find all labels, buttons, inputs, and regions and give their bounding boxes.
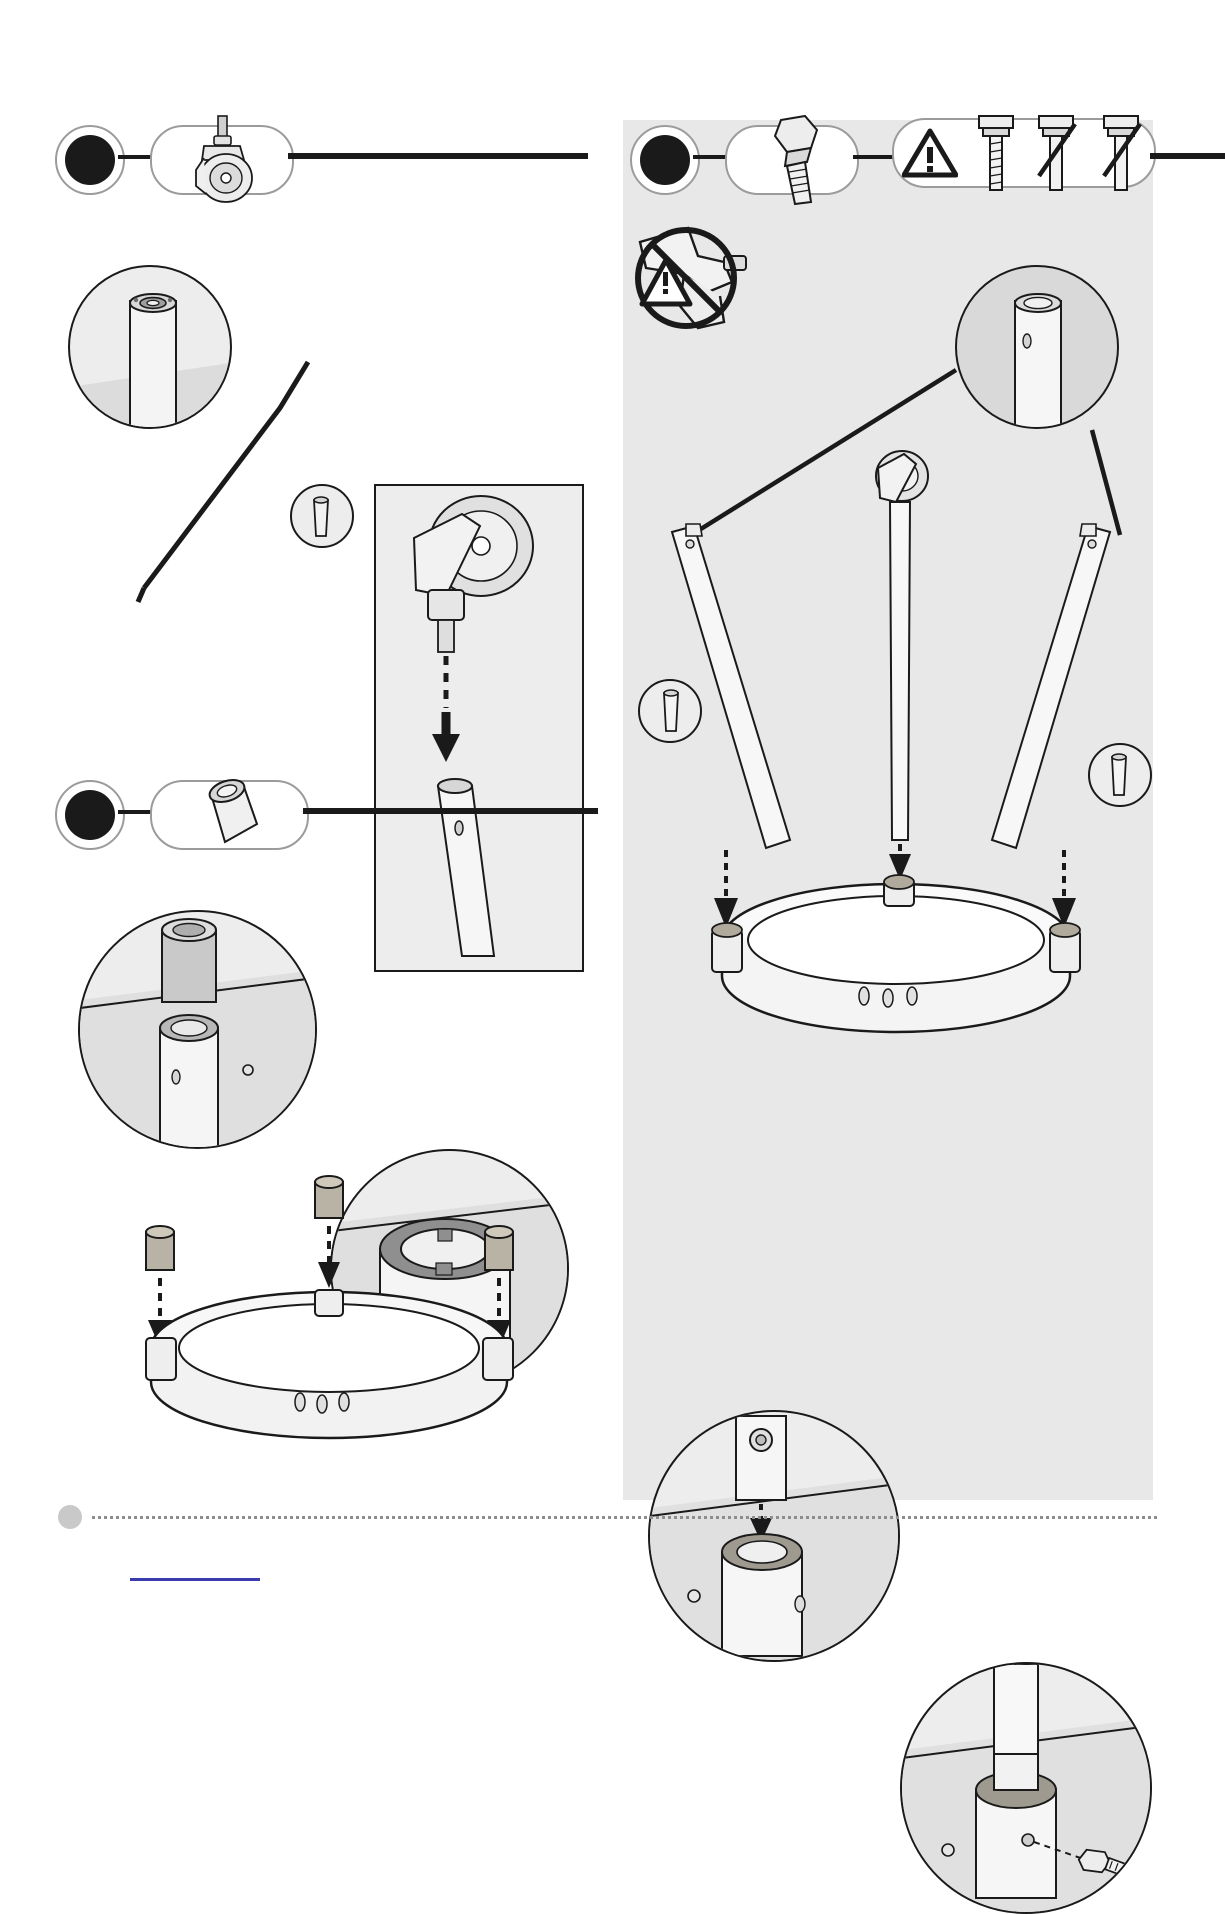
step-caster-rule bbox=[288, 153, 588, 159]
no-power-drill-icon bbox=[628, 210, 778, 350]
bolt-correct-icon bbox=[975, 110, 1017, 196]
step-caster-part-pill bbox=[150, 125, 294, 195]
step-caster-badge bbox=[55, 125, 125, 195]
hex-bolt-icon bbox=[753, 114, 831, 206]
step-number-dot bbox=[65, 135, 115, 185]
dotted-divider bbox=[92, 1516, 1157, 1519]
step-bushing-rule bbox=[303, 808, 598, 814]
step-bushing-badge bbox=[55, 780, 125, 850]
step-bushing bbox=[0, 770, 620, 1490]
bolt-warning-pill bbox=[892, 118, 1156, 188]
ring-with-bushings-figure bbox=[110, 1170, 550, 1480]
step-bushing-part-pill bbox=[150, 780, 309, 850]
step-bolt-rule bbox=[1150, 153, 1225, 159]
step-bolt bbox=[620, 0, 1225, 1520]
leg-end-callout-circle bbox=[290, 484, 354, 548]
warning-triangle-icon bbox=[902, 127, 958, 179]
caster-wheel-icon bbox=[174, 114, 270, 206]
step-bolt-connector-2 bbox=[853, 155, 895, 159]
bolt-fasten-detail-circle bbox=[900, 1662, 1152, 1914]
leg-callout-leader bbox=[130, 330, 350, 620]
step-bolt-badge bbox=[630, 125, 700, 195]
step-number-dot bbox=[640, 135, 690, 185]
legs-onto-ring-assembly bbox=[640, 440, 1140, 1080]
leg-into-bushing-detail-circle bbox=[648, 1410, 900, 1662]
step-number-dot bbox=[65, 790, 115, 840]
bushing-sleeve-icon bbox=[185, 772, 275, 858]
underline-link[interactable] bbox=[130, 1578, 260, 1581]
bolt-crossed-icon-1 bbox=[1033, 110, 1081, 196]
step-caster bbox=[0, 0, 620, 760]
bushing-insert-detail-circle bbox=[78, 910, 317, 1149]
bolt-crossed-icon-2 bbox=[1098, 110, 1146, 196]
page-bullet bbox=[58, 1505, 82, 1529]
step-bolt-part-pill bbox=[725, 125, 859, 195]
